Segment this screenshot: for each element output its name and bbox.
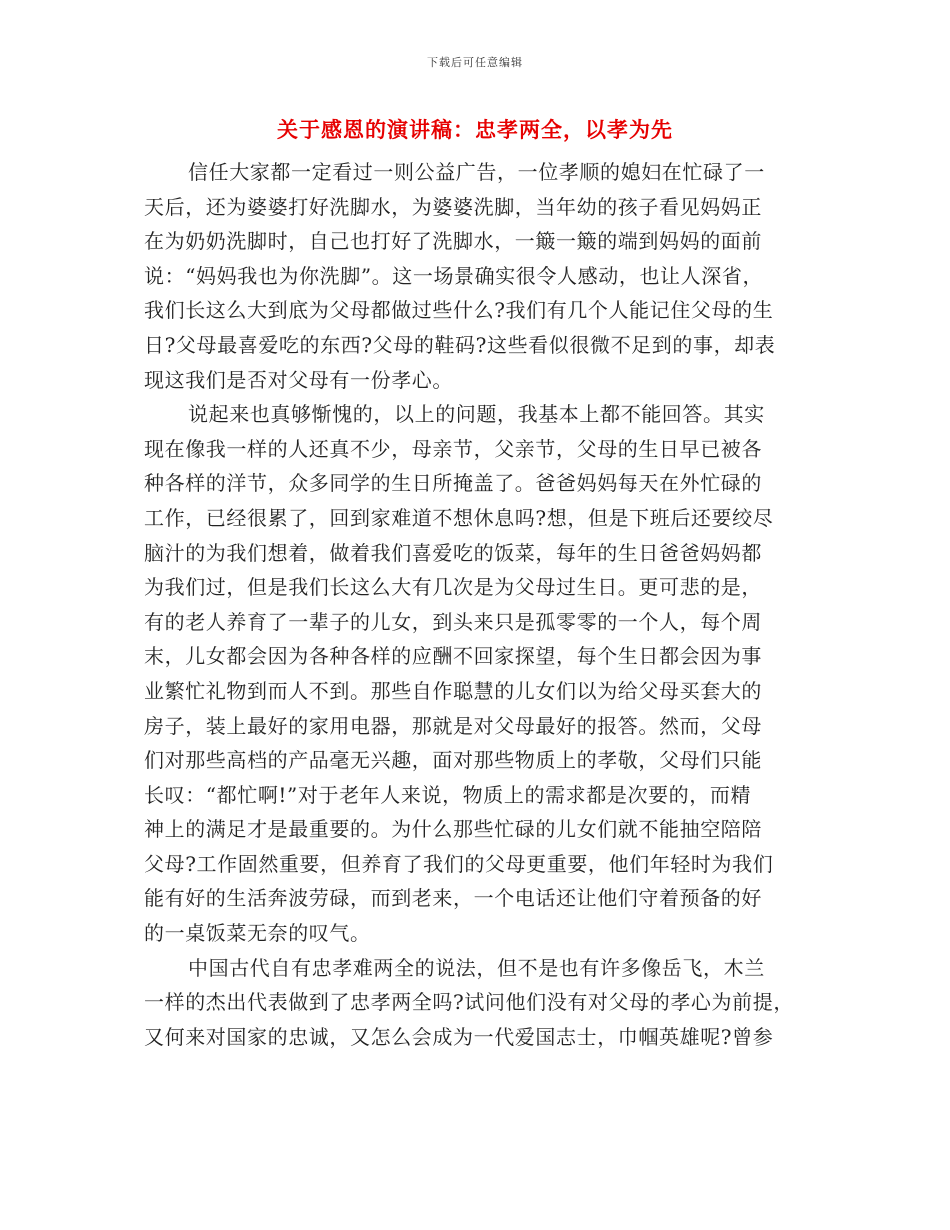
text-line: 父母?工作固然重要，但养育了我们的父母更重要，他们年轻时为我们: [144, 851, 774, 876]
text-line: 脑汁的为我们想着，做着我们喜爱吃的饭菜，每年的生日爸爸妈妈都: [144, 540, 762, 565]
document-title: 关于感恩的演讲稿：忠孝两全，以孝为先: [277, 117, 673, 142]
text-line: 为我们过，但是我们长这么大有几次是为父母过生日。更可悲的是，: [144, 575, 762, 600]
text-line: 神上的满足才是最重要的。为什么那些忙碌的儿女们就不能抽空陪陪: [144, 817, 762, 842]
text-line: 的一桌饭菜无奈的叹气。: [144, 921, 371, 946]
text-line: 房子，装上最好的家用电器，那就是对父母最好的报答。然而，父母: [144, 713, 762, 738]
text-line: 说起来也真够惭愧的，以上的问题，我基本上都不能回答。其实: [188, 402, 765, 427]
document-body: [144, 155, 814, 1054]
text-line: 日?父母最喜爱吃的东西?父母的鞋码?这些看似很微不足到的事，却表: [144, 332, 776, 357]
text-line: 有的老人养育了一辈子的儿女，到头来只是孤零零的一个人，每个周: [144, 609, 762, 634]
text-line: 业繁忙礼物到而人不到。那些自作聪慧的儿女们以为给父母买套大的: [144, 678, 762, 703]
text-line: 种各样的洋节，众多同学的生日所掩盖了。爸爸妈妈每天在外忙碌的: [144, 471, 762, 496]
text-line: 长叹：“都忙啊!”对于老年人来说，物质上的需求都是次要的，而精: [144, 782, 752, 807]
text-line: 们对那些高档的产品毫无兴趣，面对那些物质上的孝敬，父母们只能: [144, 748, 762, 773]
text-line: 末，儿女都会因为各种各样的应酬不回家探望，每个生日都会因为事: [144, 644, 762, 669]
text-line: 中国古代自有忠孝难两全的说法，但不是也有许多像岳飞，木兰: [188, 955, 765, 980]
text-line: 信任大家都一定看过一则公益广告，一位孝顺的媳妇在忙碌了一: [188, 160, 765, 184]
paragraph-1: [144, 155, 814, 397]
text-line: 在为奶奶洗脚时，自己也打好了洗脚水，一簸一簸的端到妈妈的面前: [144, 229, 762, 254]
text-line: 现这我们是否对父母有一份孝心。: [144, 367, 453, 392]
text-line: 现在像我一样的人还真不少，母亲节，父亲节，父母的生日早已被各: [144, 436, 762, 461]
page-header: 下载后可任意编辑: [427, 56, 523, 69]
text-line: 说：“妈妈我也为你洗脚”。这一场景确实很令人感动，也让人深省，: [144, 263, 764, 288]
text-line: 我们长这么大到底为父母都做过些什么?我们有几个人能记住父母的生: [144, 298, 774, 323]
paragraph-2: [144, 397, 814, 951]
text-line: 一样的杰出代表做到了忠孝两全吗?试问他们没有对父母的孝心为前提，: [144, 990, 794, 1015]
text-line: 工作，已经很累了，回到家难道不想休息吗?想，但是下班后还要绞尽: [144, 505, 774, 530]
text-line: 又何来对国家的忠诚，又怎么会成为一代爱国志士，巾帼英雄呢?曾参: [144, 1024, 774, 1049]
text-line: 能有好的生活奔波劳碌，而到老来，一个电话还让他们守着预备的好: [144, 886, 762, 911]
paragraph-3: [144, 951, 814, 1055]
text-line: 天后，还为婆婆打好洗脚水，为婆婆洗脚，当年幼的孩子看见妈妈正: [144, 194, 762, 219]
